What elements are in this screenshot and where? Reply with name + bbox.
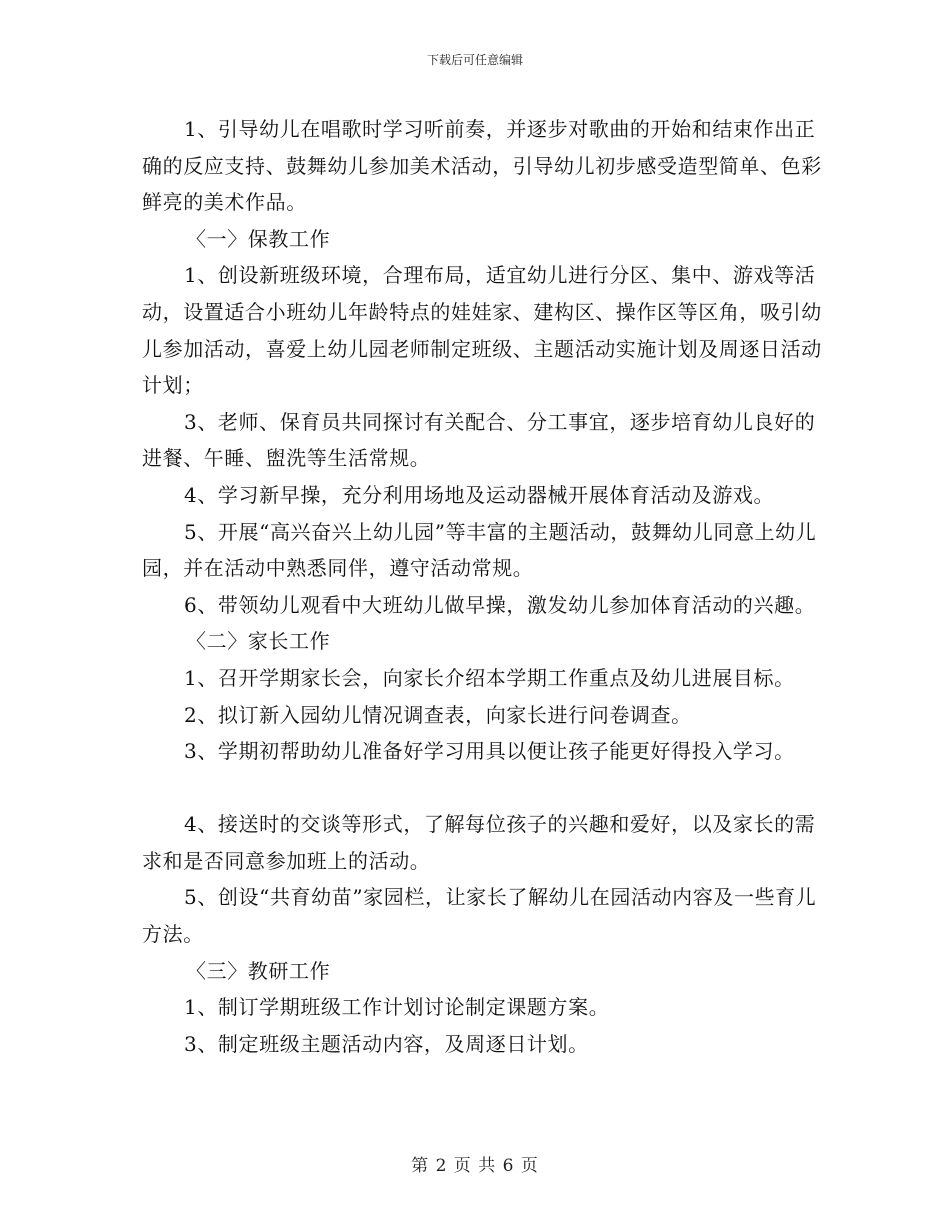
paragraph: 4、学习新早操，充分利用场地及运动器械开展体育活动及游戏。 xyxy=(184,482,775,507)
paragraph: 4、接送时的交谈等形式，了解每位孩子的兴趣和爱好，以及家长的需求和是否同意参加班上的活动。 xyxy=(142,812,816,873)
page-number-footer: 第 2 页 共 6 页 xyxy=(411,1156,539,1176)
paragraph: 1、召开学期家长会，向家长介绍本学期工作重点及幼儿进展目标。 xyxy=(184,665,795,690)
section-heading: 〈二〉家长工作 xyxy=(186,629,331,654)
paragraph: 1、制订学期班级工作计划讨论制定课题方案。 xyxy=(184,995,610,1020)
paragraph: 1、引导幼儿在唱歌时学习听前奏，并逐步对歌曲的开始和结束作出正确的反应支持、鼓舞幼儿参加美术活动，引导幼儿初步感受造型简单、色彩鲜亮的美术作品。 xyxy=(142,117,822,215)
section-heading: 〈三〉教研工作 xyxy=(186,958,331,983)
blank-line xyxy=(142,770,822,807)
paragraph: 3、老师、保育员共同探讨有关配合、分工事宜，逐步培育幼儿良好的进餐、午睡、盥洗等生活常规。 xyxy=(142,409,816,471)
paragraph: 5、开展“高兴奋兴上幼儿园”等丰富的主题活动，鼓舞幼儿同意上幼儿园，并在活动中熟悉同伴，遵守活动常规。 xyxy=(142,519,817,581)
paragraph: 6、带领幼儿观看中大班幼儿做早操，激发幼儿参加体育活动的兴趣。 xyxy=(184,592,816,617)
page-header: 下载后可任意编辑 xyxy=(426,53,523,67)
document-body xyxy=(142,111,822,1062)
paragraph: 5、创设“共育幼苗”家园栏，让家长了解幼儿在园活动内容及一些育儿方法。 xyxy=(142,885,817,947)
paragraph: 3、制定班级主题活动内容，及周逐日计划。 xyxy=(184,1031,589,1056)
section-heading: 〈一〉保教工作 xyxy=(186,226,331,251)
paragraph: 2、拟订新入园幼儿情况调查表，向家长进行问卷调查。 xyxy=(184,702,692,727)
paragraph: 1、创设新班级环境，合理布局，适宜幼儿进行分区、集中、游戏等活动，设置适合小班幼儿年龄特点的娃娃家、建构区、操作区等区角，吸引幼儿参加活动，喜爱上幼儿园老师制定班级、主题活动实施计划及周逐日活动计划； xyxy=(142,263,822,398)
paragraph: 3、学期初帮助幼儿准备好学习用具以便让孩子能更好得投入学习。 xyxy=(184,739,795,764)
